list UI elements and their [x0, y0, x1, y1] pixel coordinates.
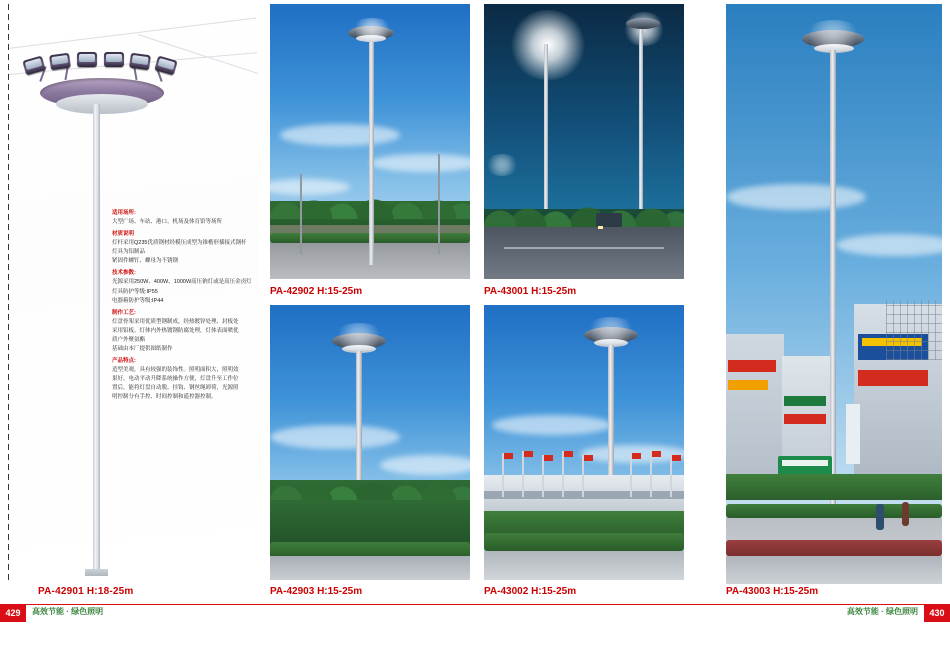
spec-process-4: 基础由本厂提供图纸制作 [112, 345, 173, 352]
spec-material-1: 灯杆采用Q235优质钢材经模压成型为锥楷形插接式钢杆 [112, 240, 247, 247]
page-number-left: 429 [0, 604, 26, 622]
product-photo-pa42903 [270, 305, 470, 580]
product-photo-pa43001 [484, 4, 684, 279]
page-footer [0, 604, 950, 657]
spec-process-2: 采用铝板。灯体内外热镀钢防腐处理，灯体表面喷优 [112, 327, 239, 334]
mast-pole [369, 40, 374, 265]
caption-pa42902: PA-42902 H:15-25m [270, 286, 363, 297]
spec-heading-material: 材质说明 [112, 231, 135, 238]
product-photo-pa43002 [484, 305, 684, 580]
spec-material-2: 灯具为铝制品 [112, 249, 146, 256]
page-divider-dashed [8, 4, 9, 584]
spec-process-3: 质户外聚氨酯 [112, 336, 146, 343]
caption-pa42903: PA-42903 H:15-25m [270, 586, 363, 597]
floodlight [49, 53, 71, 71]
spec-heading-parameters: 技术参数: [112, 270, 136, 277]
lamp-head [626, 18, 660, 29]
product-photo-pa42901 [8, 4, 258, 584]
spec-heading-process: 制作工艺: [112, 309, 136, 316]
ground-line [8, 576, 258, 584]
spec-application-body: 大型广场、车站、港口、机场及体育馆等场所 [112, 219, 223, 226]
caption-pa42901: PA-42901 H:18-25m [38, 586, 134, 597]
footer-slogan-left: 高效节能 · 绿色照明 [32, 607, 104, 616]
footer-slogan-right: 高效节能 · 绿色照明 [846, 607, 918, 616]
spec-process-1: 灯盘骨架采用优质型钢制成，经热镀锌处理、封板处 [112, 318, 239, 325]
floodlight [77, 52, 97, 67]
spec-heading-features: 产品特点: [112, 357, 136, 364]
spec-feature-3: 置后，能将灯盘自动脱、挂钩、钢丝绳卸荷，光源照 [112, 385, 239, 392]
lamp-head-ring [56, 94, 148, 114]
product-photo-pa42902 [270, 4, 470, 279]
caption-pa43003: PA-43003 H:15-25m [726, 586, 819, 597]
product-photo-pa43003 [726, 4, 942, 584]
left-product-panel [0, 0, 262, 600]
page-number-right: 430 [924, 604, 950, 622]
lamp-head-assembly [22, 54, 182, 112]
spec-param-2: 灯具防护等级:IP55 [112, 288, 158, 295]
floodlight [129, 53, 151, 71]
floodlight [104, 52, 124, 67]
spec-param-3: 电器箱防护等级:IP44 [112, 297, 164, 304]
spec-feature-2: 果好。电动平动升降系统操作方便，灯盘升至工作位 [112, 376, 239, 383]
spec-feature-4: 明控制分有手控、时间控制和遥控器控制。 [112, 394, 217, 401]
spec-heading-application: 适用场所: [112, 210, 136, 216]
specification-text [112, 209, 258, 402]
spec-material-3: 紧固件螺钉、螺母为不锈钢 [112, 258, 179, 265]
caption-pa43002: PA-43002 H:15-25m [484, 586, 577, 597]
caption-pa43001: PA-43001 H:15-25m [484, 286, 577, 297]
spec-param-1: 光源采用250W、400W、1000W高压钠灯或是高压金卤灯 [112, 279, 252, 286]
spec-feature-1: 造型美观，具有较强的装饰性。照明面积大，照明效 [112, 367, 239, 373]
mast-pole [93, 104, 100, 574]
